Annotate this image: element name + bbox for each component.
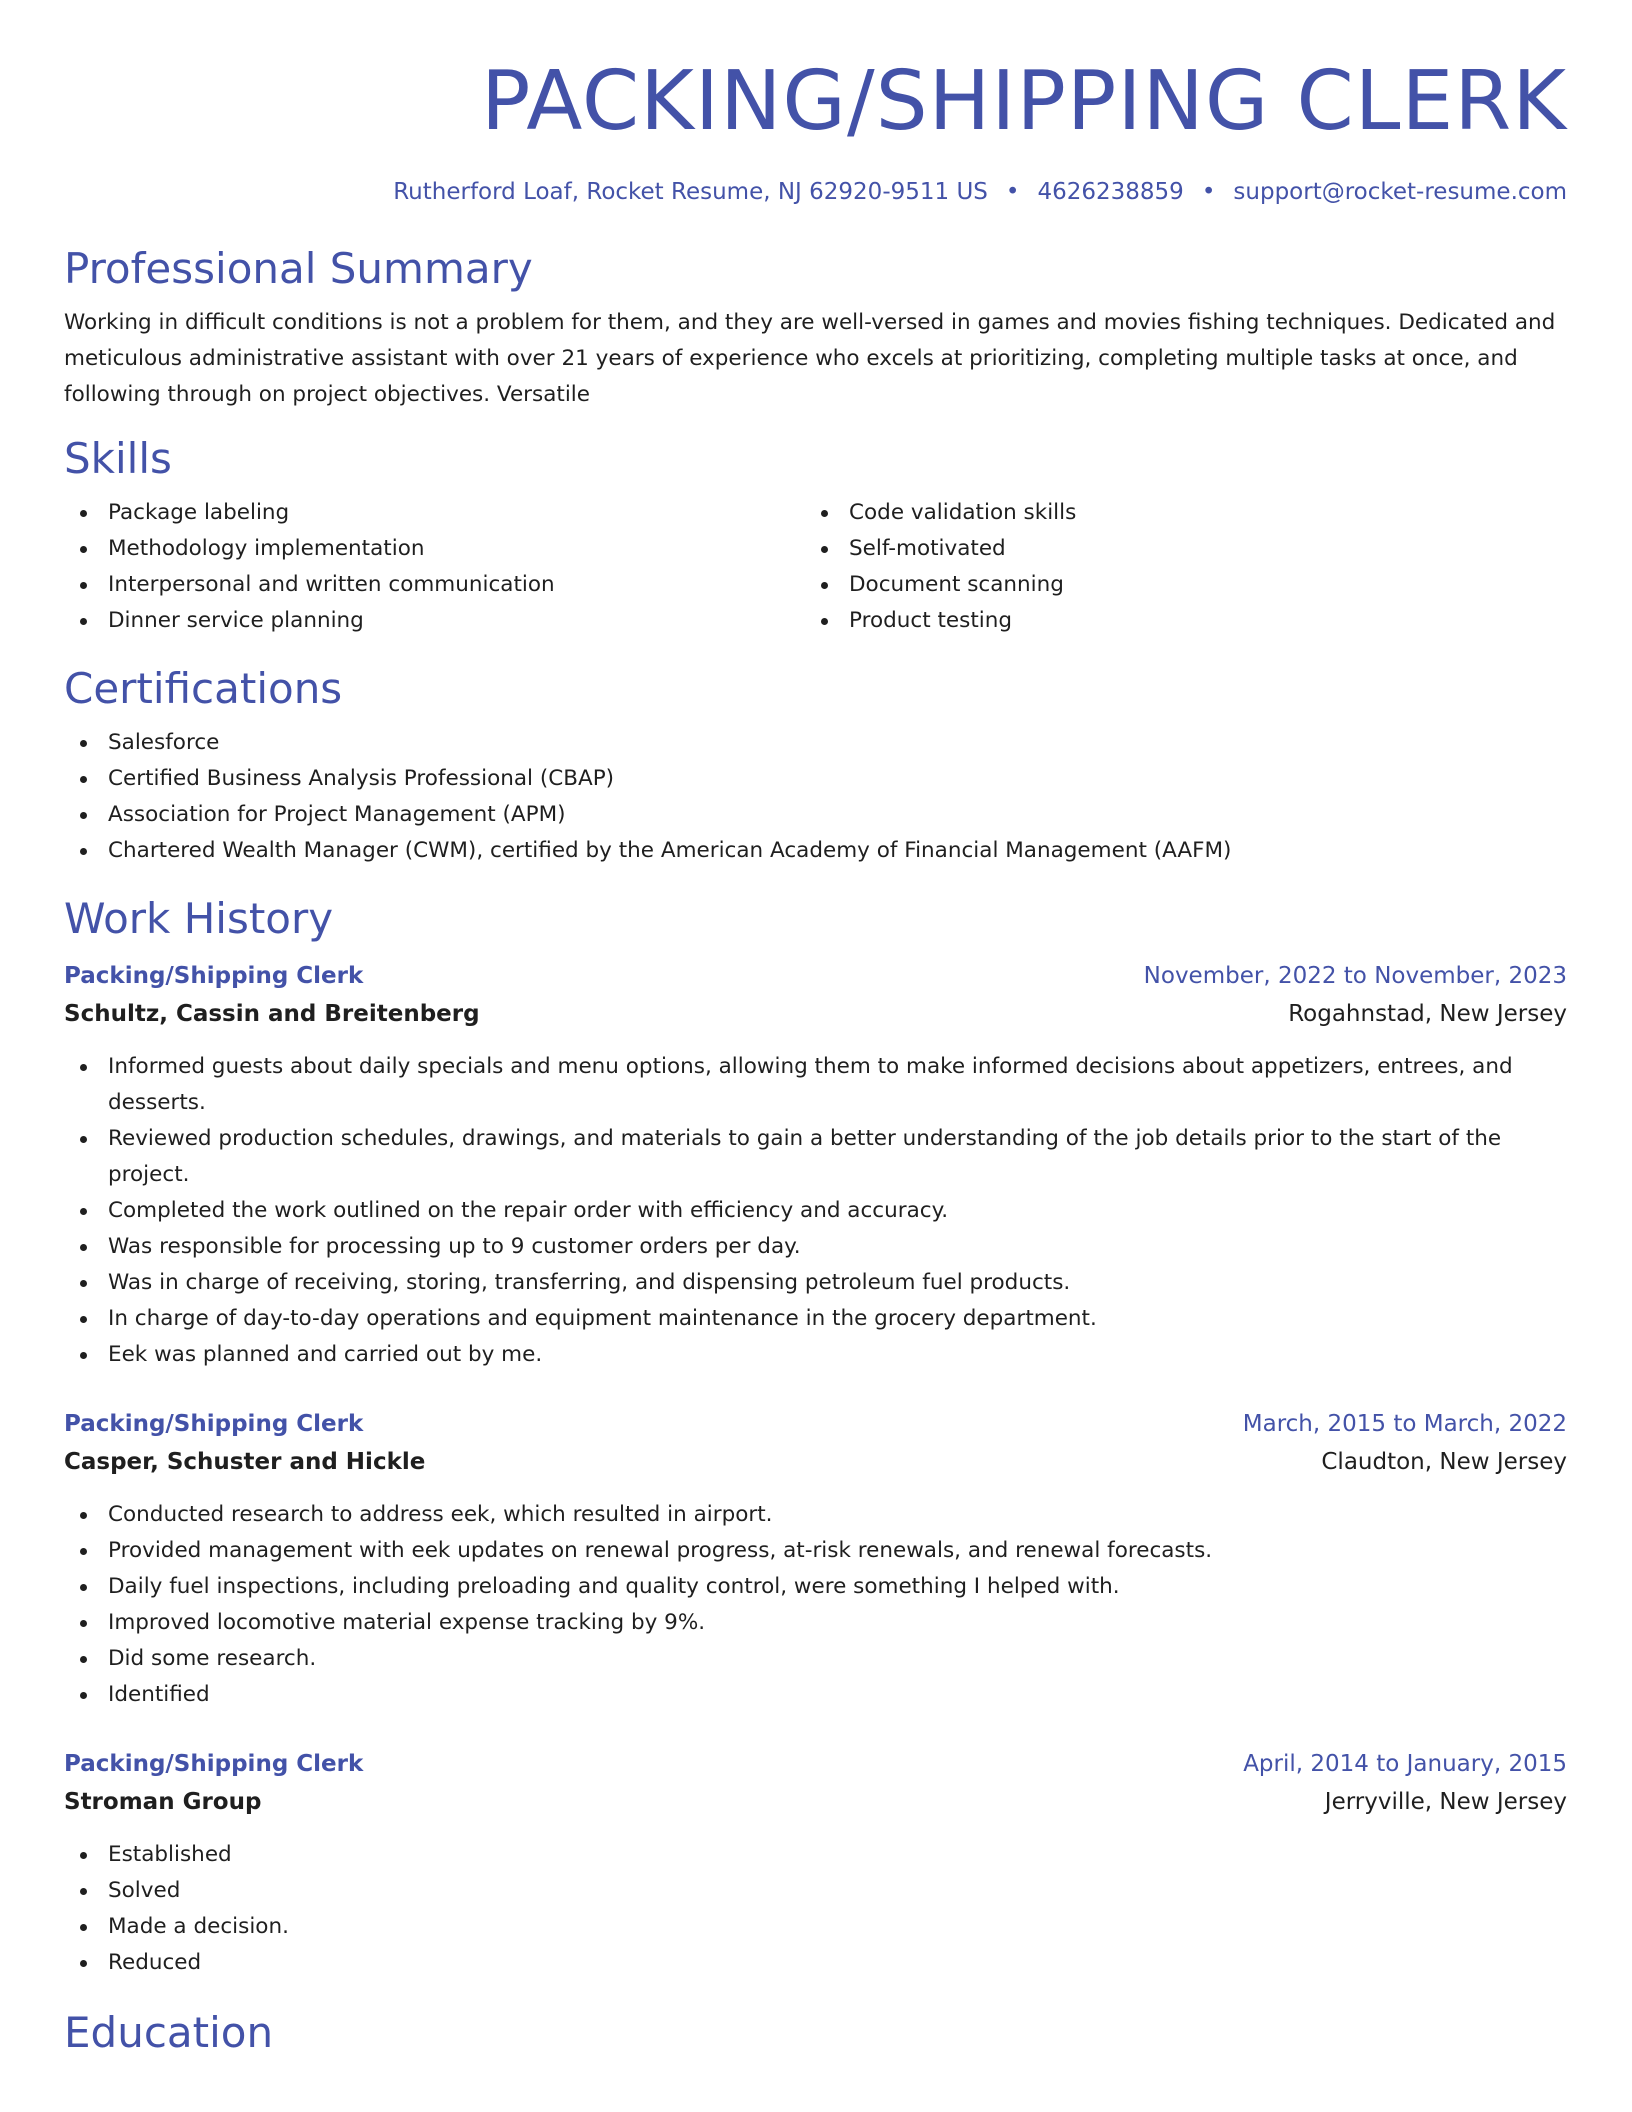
job-subheader bbox=[64, 995, 1567, 1033]
skill-item: Methodology implementation bbox=[64, 531, 805, 567]
contact-phone[interactable]: 4626238859 bbox=[1037, 179, 1184, 205]
certification-item: Certified Business Analysis Professional (CBAP) bbox=[64, 761, 1567, 797]
certification-item: Chartered Wealth Manager (CWM), certified by the American Academy of Financial Management (AAFM) bbox=[64, 833, 1567, 869]
resume-title: PACKING/SHIPPING CLERK bbox=[481, 54, 1567, 149]
job-entry bbox=[64, 1405, 1567, 1713]
summary-heading: Professional Summary bbox=[64, 244, 533, 293]
skill-item: Product testing bbox=[805, 603, 1546, 639]
job-dates: March, 2015 to March, 2022 bbox=[1242, 1411, 1567, 1437]
job-company: Casper, Schuster and Hickle bbox=[64, 1449, 426, 1475]
job-bullet: Provided management with eek updates on renewal progress, at-risk renewals, and renewal forecasts. bbox=[64, 1533, 1567, 1569]
contact-separator: • bbox=[1005, 179, 1020, 205]
job-dates: April, 2014 to January, 2015 bbox=[1243, 1751, 1567, 1777]
certifications-list bbox=[64, 725, 1567, 869]
job-subheader bbox=[64, 1443, 1567, 1481]
job-location: Rogahnstad, New Jersey bbox=[1288, 1001, 1567, 1027]
job-title: Packing/Shipping Clerk bbox=[64, 1411, 364, 1437]
skills-grid bbox=[64, 495, 1567, 639]
job-bullet: Informed guests about daily specials and menu options, allowing them to make informed decisions about appetizers, entrees, and desserts. bbox=[64, 1049, 1567, 1121]
contact-address: Rutherford Loaf, Rocket Resume, NJ 62920-9511 US bbox=[393, 179, 988, 205]
skills-heading: Skills bbox=[64, 434, 172, 483]
summary-text: Working in difficult conditions is not a problem for them, and they are well-versed in games and movies fishing techniques. Dedicated and meticulous administrative assistant with over 21 years of experience who excels at prioritizing, completing multiple tasks at once, and following through on project objectives. Versatile bbox=[64, 310, 1556, 407]
skill-item: Document scanning bbox=[805, 567, 1546, 603]
job-entry bbox=[64, 957, 1567, 1373]
skills-left-list bbox=[64, 495, 805, 639]
job-header bbox=[64, 1745, 1567, 1783]
job-bullet: Did some research. bbox=[64, 1641, 1567, 1677]
job-bullet: Established bbox=[64, 1837, 1567, 1873]
skill-item: Self-motivated bbox=[805, 531, 1546, 567]
job-location: Claudton, New Jersey bbox=[1321, 1449, 1567, 1475]
job-bullet: Eek was planned and carried out by me. bbox=[64, 1337, 1567, 1373]
job-bullet: In charge of day-to-day operations and equipment maintenance in the grocery department. bbox=[64, 1301, 1567, 1337]
job-bullet: Identified bbox=[64, 1677, 1567, 1713]
job-bullets bbox=[64, 1837, 1567, 1981]
job-bullet: Daily fuel inspections, including preloading and quality control, were something I helped with. bbox=[64, 1569, 1567, 1605]
job-bullet: Conducted research to address eek, which resulted in airport. bbox=[64, 1497, 1567, 1533]
job-bullet: Solved bbox=[64, 1873, 1567, 1909]
skill-item: Dinner service planning bbox=[64, 603, 805, 639]
job-company: Schultz, Cassin and Breitenberg bbox=[64, 1001, 480, 1027]
certification-item: Salesforce bbox=[64, 725, 1567, 761]
education-heading: Education bbox=[64, 2008, 274, 2057]
contact-separator: • bbox=[1201, 179, 1216, 205]
job-bullet: Was in charge of receiving, storing, transferring, and dispensing petroleum fuel products. bbox=[64, 1265, 1567, 1301]
job-header bbox=[64, 957, 1567, 995]
job-title: Packing/Shipping Clerk bbox=[64, 963, 364, 989]
job-location: Jerryville, New Jersey bbox=[1324, 1789, 1567, 1815]
contact-email[interactable]: support@rocket-resume.com bbox=[1233, 179, 1567, 205]
job-bullet: Made a decision. bbox=[64, 1909, 1567, 1945]
job-bullet: Was responsible for processing up to 9 customer orders per day. bbox=[64, 1229, 1567, 1265]
job-company: Stroman Group bbox=[64, 1789, 262, 1815]
skills-right-list bbox=[805, 495, 1546, 639]
skill-item: Interpersonal and written communication bbox=[64, 567, 805, 603]
job-bullets bbox=[64, 1049, 1567, 1373]
resume-page bbox=[64, 0, 1567, 2059]
job-bullet: Improved locomotive material expense tracking by 9%. bbox=[64, 1605, 1567, 1641]
job-entry bbox=[64, 1745, 1567, 1981]
skill-item: Package labeling bbox=[64, 495, 805, 531]
job-header bbox=[64, 1405, 1567, 1443]
job-dates: November, 2022 to November, 2023 bbox=[1143, 963, 1567, 989]
job-bullet: Completed the work outlined on the repair order with efficiency and accuracy. bbox=[64, 1193, 1567, 1229]
job-subheader bbox=[64, 1783, 1567, 1821]
work-history-heading: Work History bbox=[64, 894, 334, 943]
job-bullets bbox=[64, 1497, 1567, 1713]
job-bullet: Reviewed production schedules, drawings, and materials to gain a better understanding of the job details prior to the start of the project. bbox=[64, 1121, 1567, 1193]
job-title: Packing/Shipping Clerk bbox=[64, 1751, 364, 1777]
contact-line bbox=[64, 176, 1567, 208]
certification-item: Association for Project Management (APM) bbox=[64, 797, 1567, 833]
job-bullet: Reduced bbox=[64, 1945, 1567, 1981]
skill-item: Code validation skills bbox=[805, 495, 1546, 531]
certifications-heading: Certifications bbox=[64, 664, 343, 713]
